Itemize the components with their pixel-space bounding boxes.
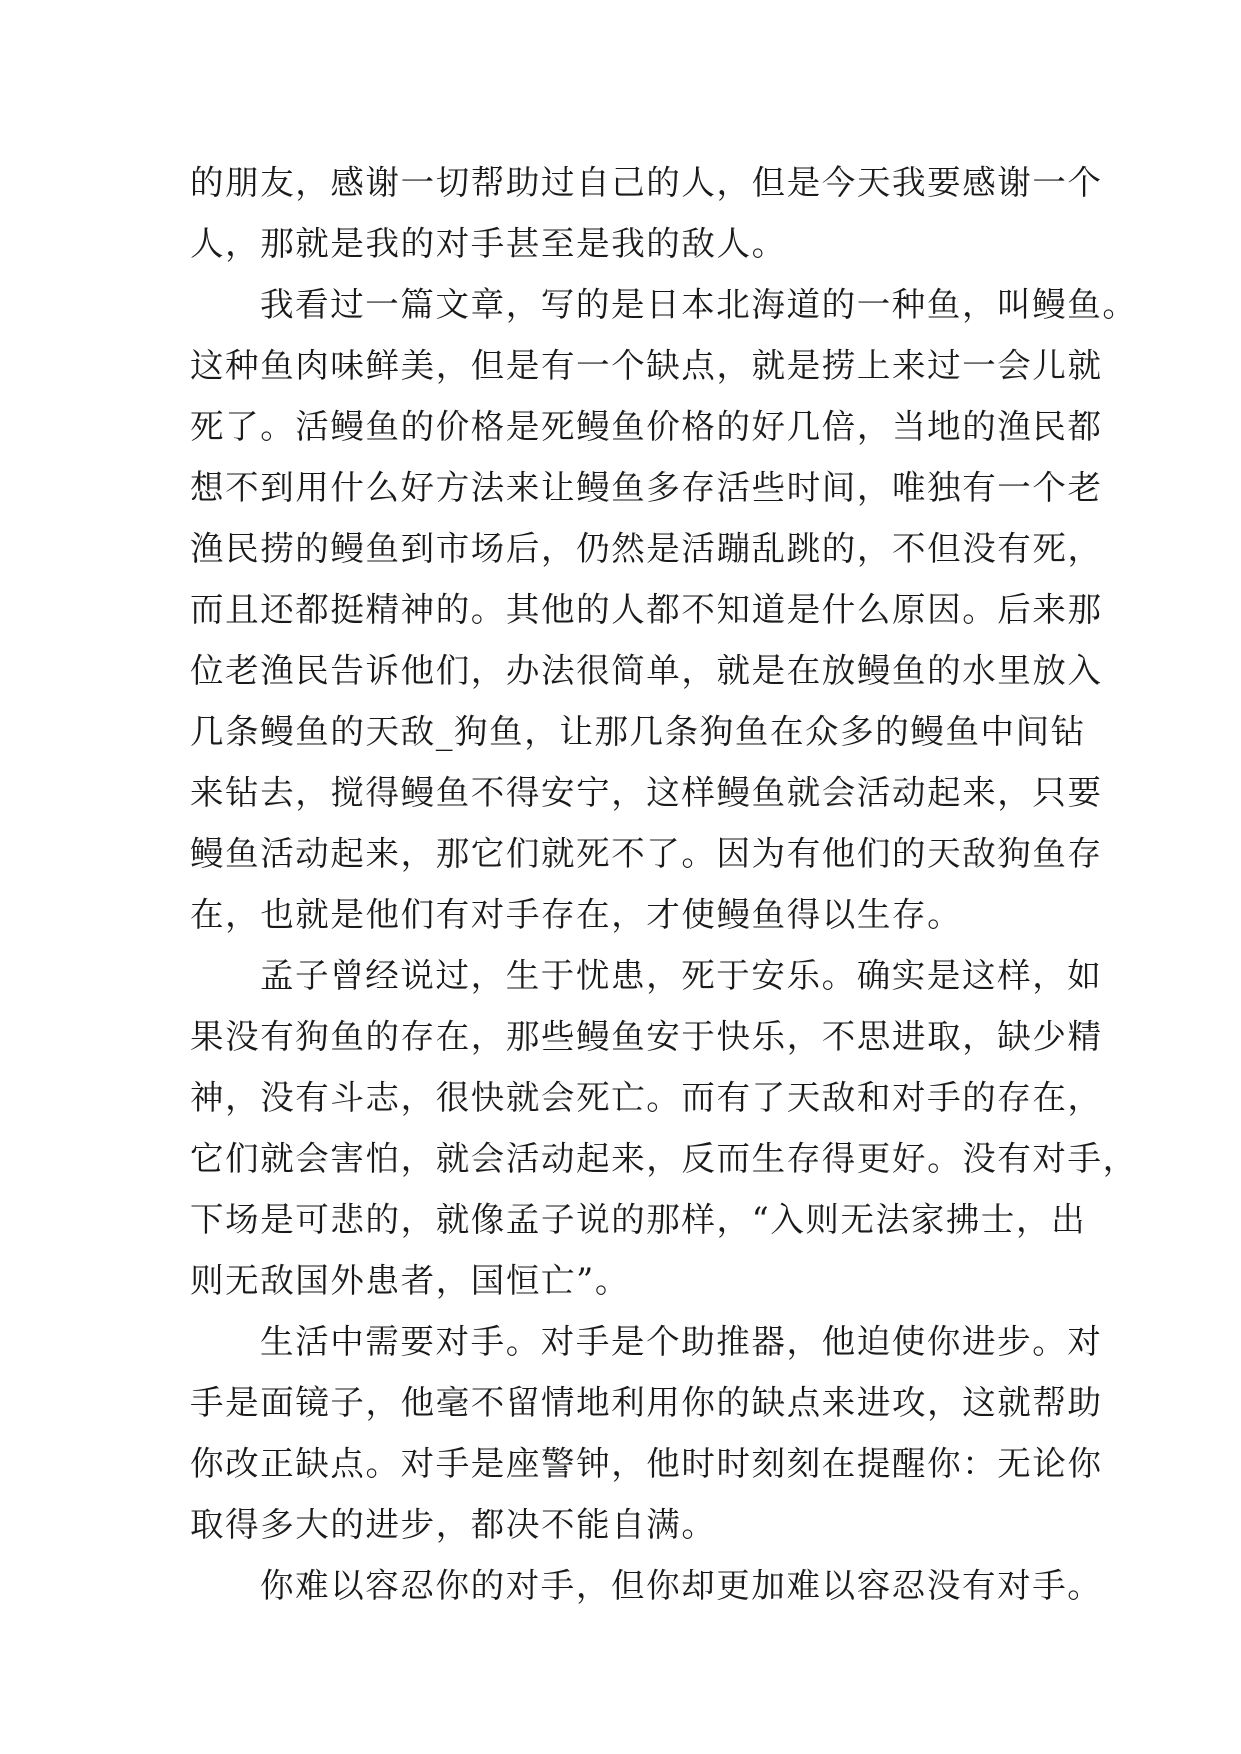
text-line: 下场是可悲的，就像孟子说的那样，“入则无法家拂士，出 [190,1200,1087,1239]
text-line: 则无敌国外患者，国恒亡”。 [190,1261,630,1300]
text-line: 死了。活鳗鱼的价格是死鳗鱼价格的好几倍，当地的渔民都 [190,407,1103,446]
text-line: 鳗鱼活动起来，那它们就死不了。因为有他们的天敌狗鱼存 [190,834,1103,873]
text-line: 果没有狗鱼的存在，那些鳗鱼安于快乐，不思进取，缺少精 [190,1017,1103,1056]
text-line: 神，没有斗志，很快就会死亡。而有了天敌和对手的存在， [190,1078,1103,1117]
text-line: 来钻去，搅得鳗鱼不得安宁，这样鳗鱼就会活动起来，只要 [190,773,1103,812]
text-line: 取得多大的进步，都决不能自满。 [190,1505,717,1544]
text-line: 的朋友，感谢一切帮助过自己的人，但是今天我要感谢一个 [190,163,1103,202]
text-line: 渔民捞的鳗鱼到市场后，仍然是活蹦乱跳的，不但没有死， [190,529,1103,568]
text-line: 想不到用什么好方法来让鳗鱼多存活些时间，唯独有一个老 [190,468,1103,507]
text-line: 人，那就是我的对手甚至是我的敌人。 [190,224,787,263]
text-line: 在，也就是他们有对手存在，才使鳗鱼得以生存。 [190,895,963,934]
paragraph-first-line: 生活中需要对手。对手是个助推器，他迫使你进步。对 [260,1322,1103,1361]
text-line: 你改正缺点。对手是座警钟，他时时刻刻在提醒你：无论你 [190,1444,1103,1483]
text-line: 而且还都挺精神的。其他的人都不知道是什么原因。后来那 [190,590,1103,629]
text-line: 这种鱼肉味鲜美，但是有一个缺点，就是捞上来过一会儿就 [190,346,1103,385]
text-line: 手是面镜子，他毫不留情地利用你的缺点来进攻，这就帮助 [190,1383,1103,1422]
text-line: 几条鳗鱼的天敌_狗鱼，让那几条狗鱼在众多的鳗鱼中间钻 [190,712,1086,751]
text-line: 位老渔民告诉他们，办法很简单，就是在放鳗鱼的水里放入 [190,651,1103,690]
text-line: 它们就会害怕，就会活动起来，反而生存得更好。没有对手， [190,1139,1138,1178]
paragraph-first-line: 孟子曾经说过，生于忧患，死于安乐。确实是这样，如 [260,956,1103,995]
document-body [190,152,1138,1616]
paragraph-first-line: 我看过一篇文章，写的是日本北海道的一种鱼，叫鳗鱼。 [260,285,1138,324]
paragraph-first-line: 你难以容忍你的对手，但你却更加难以容忍没有对手。 [260,1566,1103,1605]
